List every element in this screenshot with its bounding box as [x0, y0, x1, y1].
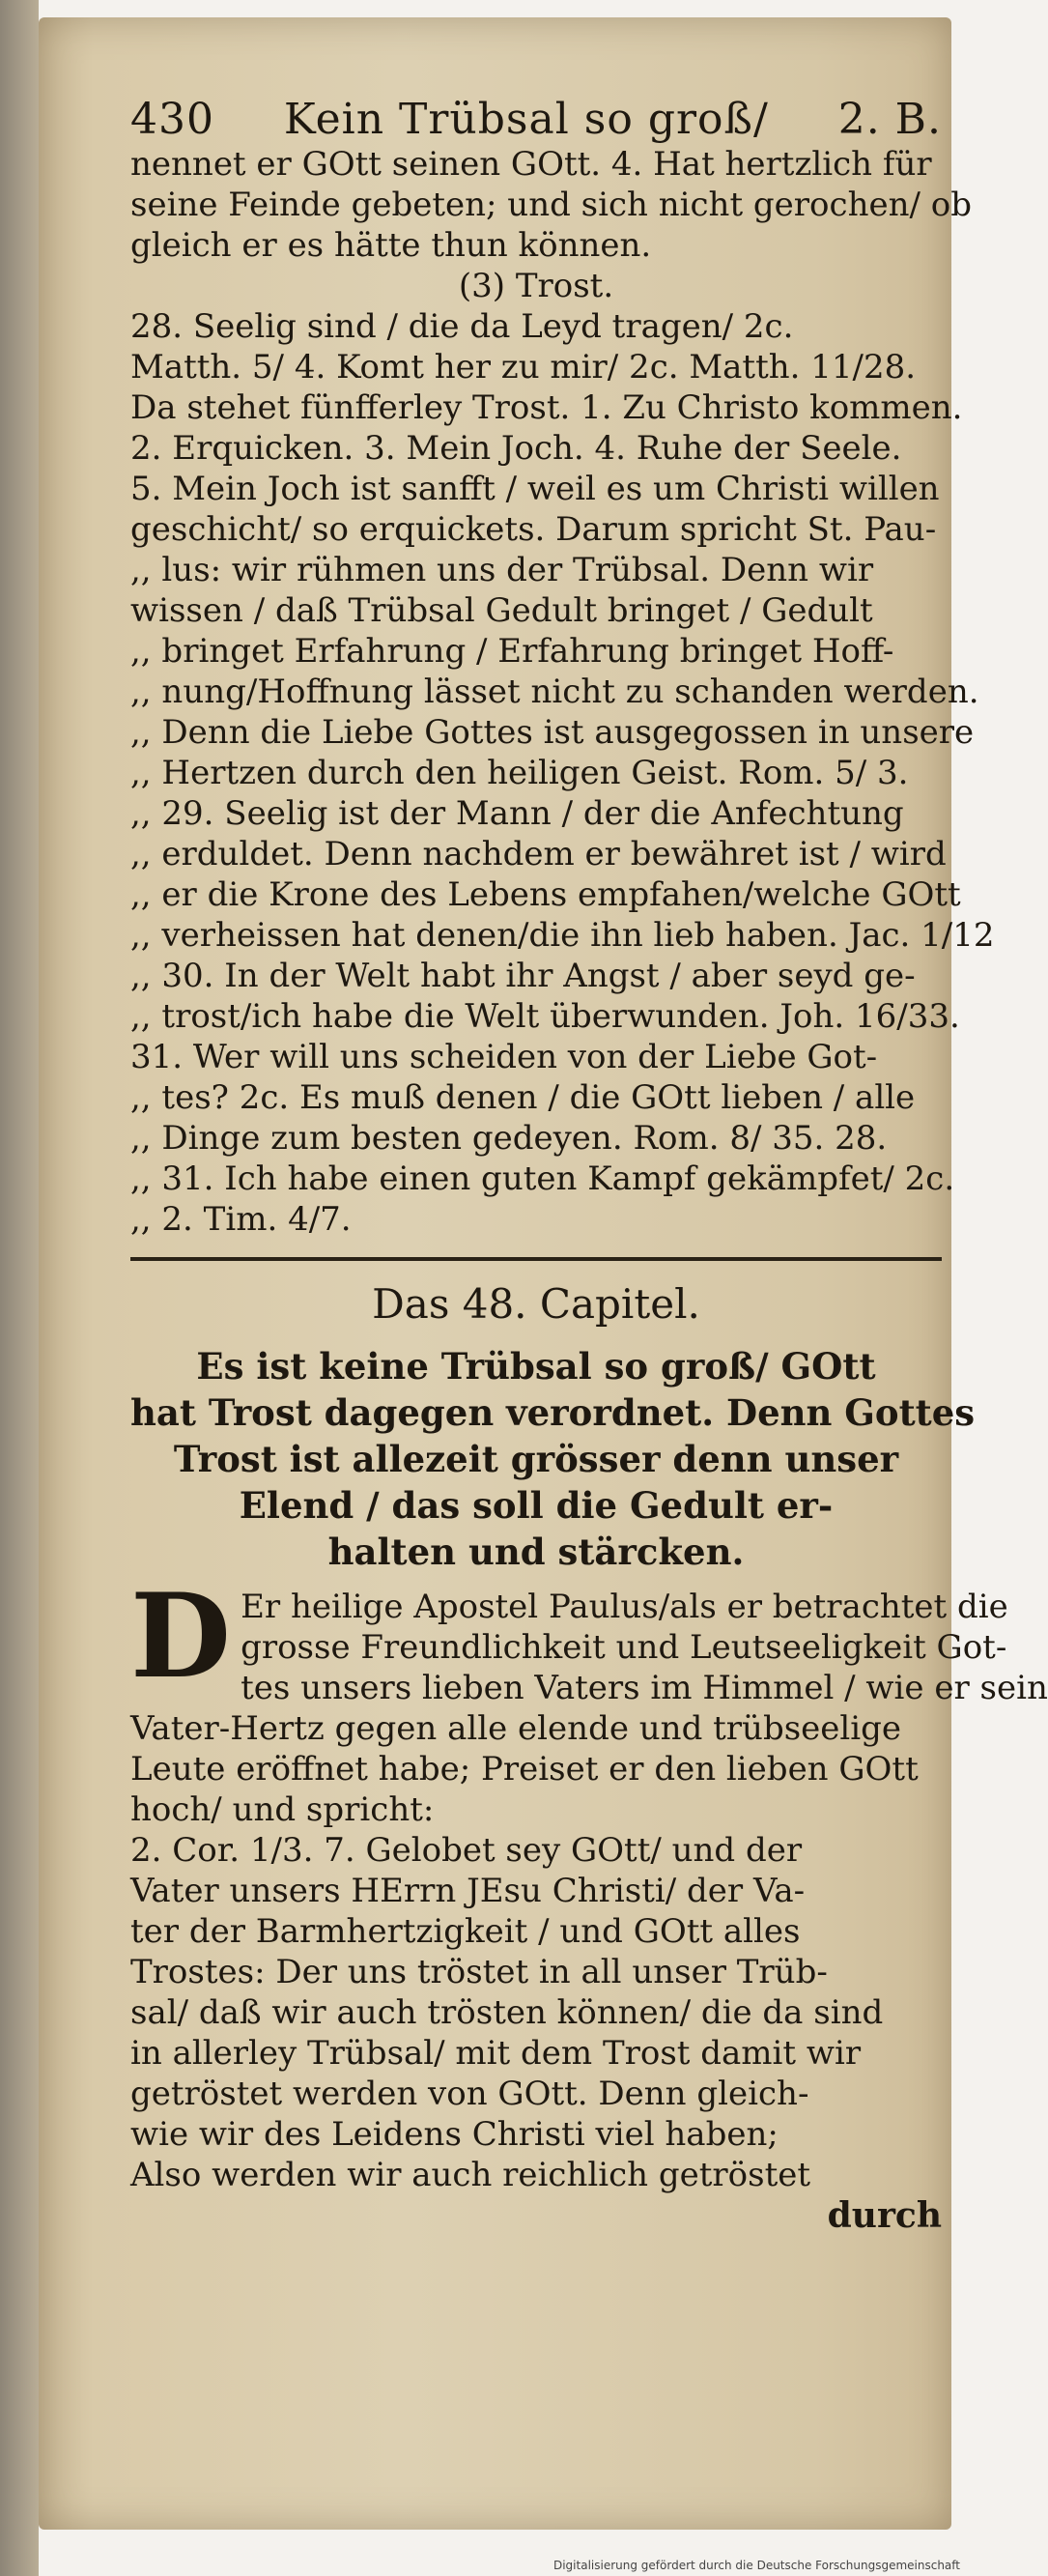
body-paragraph [130, 1568, 1048, 2236]
page-text [130, 95, 1048, 2236]
text-line: ,, 29. Seelig ist der Mann / der die Anfechtung [130, 794, 904, 833]
trost-section [130, 306, 995, 1240]
summary-line: hat Trost dagegen verordnet. Denn Gottes [130, 1391, 976, 1434]
text-line: Vater unsers HErrn JEsu Christi/ der Va- [130, 1872, 806, 1910]
text-line: ,, nung/Hoffnung lässet nicht zu schanden werden. [130, 673, 979, 711]
book-number: 2. B. [837, 95, 942, 144]
running-title: Kein Trübsal so groß/ [283, 95, 769, 144]
text-line: ,, 30. In der Welt habt ihr Angst / aber seyd ge- [130, 957, 916, 995]
text-line: Matth. 5/ 4. Komt her zu mir/ 2c. Matth. 11/28. [130, 348, 917, 386]
summary-line: Trost ist allezeit grösser denn unser [173, 1438, 899, 1480]
text-line: Also werden wir auch reichlich getröstet [130, 2156, 811, 2194]
summary-line: Es ist keine Trübsal so groß/ GOtt [196, 1345, 876, 1388]
text-line: grosse Freundlichkeit und Leutseeligkeit Got- [241, 1628, 1007, 1667]
text-line: seine Feinde gebeten; und sich nicht gerochen/ ob [130, 186, 972, 224]
text-line: ,, Hertzen durch den heiligen Geist. Rom. 5/ 3. [130, 754, 909, 792]
drop-cap: D [130, 1568, 232, 1704]
chapter-summary [130, 1343, 976, 1575]
text-line: tes unsers lieben Vaters im Himmel / wie er sein [241, 1669, 1048, 1707]
text-line: 28. Seelig sind / die da Leyd tragen/ 2c. [130, 307, 794, 346]
text-line: geschicht/ so erquickets. Darum spricht St. Pau- [130, 510, 937, 549]
text-line: ,, 31. Ich habe einen guten Kampf gekämpfet/ 2c. [130, 1159, 955, 1198]
chapter-title: Das 48. Capitel. [372, 1280, 700, 1328]
page-number: 430 [130, 95, 214, 144]
text-line: ,, lus: wir rühmen uns der Trübsal. Denn wir [130, 551, 874, 589]
book-spine-edge [0, 0, 39, 2576]
text-line: Leute eröffnet habe; Preiset er den lieben GOtt [130, 1750, 919, 1789]
text-line: Vater-Hertz gegen alle elende und trübseelige [130, 1709, 902, 1748]
text-line: Da stehet fünfferley Trost. 1. Zu Christo kommen. [130, 388, 963, 427]
text-line: wie wir des Leidens Christi viel haben; [130, 2115, 779, 2154]
summary-line: Elend / das soll die Gedult er- [239, 1484, 834, 1527]
top-lines [130, 144, 972, 266]
text-line: hoch/ und spricht: [130, 1790, 435, 1829]
text-line: ,, Denn die Liebe Gottes ist ausgegossen in unsere [130, 713, 975, 752]
text-line: sal/ daß wir auch trösten können/ die da sind [130, 1993, 884, 2032]
text-line: ter der Barmhertzigkeit / und GOtt alles [130, 1912, 801, 1951]
text-line: getröstet werden von GOtt. Denn gleich- [130, 2075, 809, 2113]
text-line: 31. Wer will uns scheiden von der Liebe Got- [130, 1038, 878, 1076]
running-header [130, 95, 942, 144]
text-line: Trostes: Der uns tröstet in all unser Trüb- [130, 1953, 828, 1991]
text-line: 2. Erquicken. 3. Mein Joch. 4. Ruhe der Seele. [130, 429, 902, 468]
summary-line: halten und stärcken. [327, 1531, 745, 1573]
text-line: ,, verheissen hat denen/die ihn lieb haben. Jac. 1/12 [130, 916, 995, 955]
text-line: in allerley Trübsal/ mit dem Trost damit wir [130, 2034, 862, 2073]
text-line: ,, bringet Erfahrung / Erfahrung bringet Hoff- [130, 632, 894, 671]
text-line: ,, trost/ich habe die Welt überwunden. Joh. 16/33. [130, 997, 960, 1036]
text-line: 5. Mein Joch ist sanfft / weil es um Christi willen [130, 470, 940, 508]
text-line: Er heilige Apostel Paulus/als er betrachtet die [241, 1588, 1008, 1626]
text-line: ,, tes? 2c. Es muß denen / die GOtt lieben / alle [130, 1078, 916, 1117]
text-line: gleich er es hätte thun können. [130, 226, 652, 265]
digitization-credit: Digitalisierung gefördert durch die Deutsche Forschungsgemeinschaft [552, 2559, 960, 2572]
chapter-divider [130, 1257, 942, 1261]
text-line: 2. Cor. 1/3. 7. Gelobet sey GOtt/ und der [130, 1831, 803, 1870]
text-line: ,, erduldet. Denn nachdem er bewähret ist / wird [130, 835, 947, 873]
text-line: ,, 2. Tim. 4/7. [130, 1200, 352, 1239]
catchword: durch [827, 2195, 942, 2236]
section-heading: (3) Trost. [458, 267, 614, 305]
text-line: ,, er die Krone des Lebens empfahen/welche GOtt [130, 875, 961, 914]
text-line: wissen / daß Trübsal Gedult bringet / Gedult [130, 591, 873, 630]
book-page [39, 17, 1048, 2530]
text-line: nennet er GOtt seinen GOtt. 4. Hat hertzlich für [130, 145, 932, 184]
text-line: ,, Dinge zum besten gedeyen. Rom. 8/ 35. 28. [130, 1119, 888, 1158]
